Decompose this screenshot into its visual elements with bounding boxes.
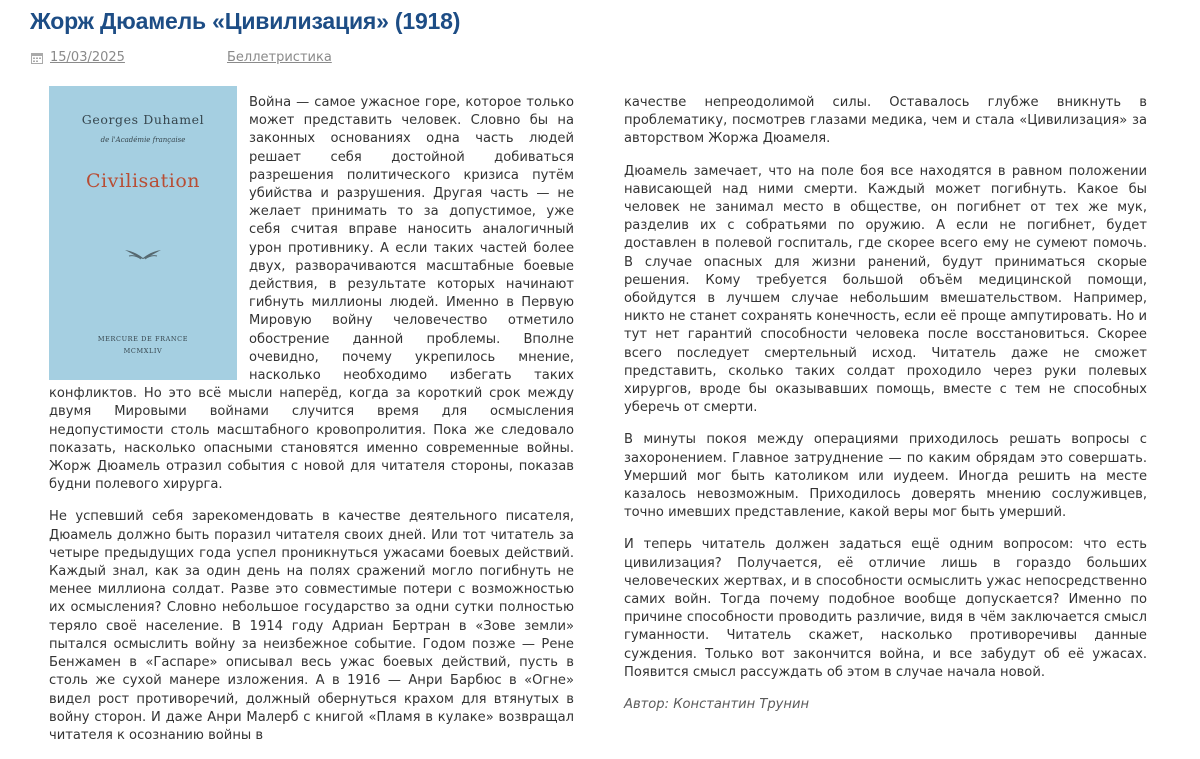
article-column-left	[49, 94, 574, 759]
post-meta	[31, 50, 332, 68]
author-signature: Автор: Константин Трунин	[624, 697, 810, 713]
paragraph-2: Не успевший себя зарекомендовать в качестве деятельного писателя, Дюамель должно быть поразил читателя своих дней. Или тот читатель за четыре предыдущих года успел проникнуться ужасами боевых действий. Каждый знал, как за один день на полях сражений могло погибнуть не менее миллиона солдат. Разве это совместимые потери с возможностью их осмысления? Словно небольшое государство за одни сутки полностью теряло своё население. В 1914 году Адриан Бертран в «Зове земли» пытался осмыслить войну за неизбежное событие. Годом позже — Рене Бенжамен в «Гаспаре» описывал весь ужас боевых действий, пусть в столь же сухой манере изложения. А в 1916 — Анри Барбюс в «Огне» видел рост противоречий, должный обернуться крахом для втянутых в войну сторон. И даже Анри Малерб с книгой «Пламя в кулаке» возвращал читателя к осознанию войны в	[49, 509, 574, 743]
category-link[interactable]: Беллетристика	[227, 50, 332, 65]
cover-academy: de l'Académie française	[100, 136, 186, 144]
article-title: Жорж Дюамель «Цивилизация» (1918)	[30, 8, 461, 34]
paragraph-3: Дюамель замечает, что на поле боя все находятся в равном положении нависающей над ними смерти. Каждый может погибнуть. Какое бы человек не занимал место в обществе, он погибнет от тех же мук, разделив их с собратьями по оружию. А если не погибнет, будет доставлен в полевой госпиталь, где скорее всего ему не сумеют помочь. В случае опасных для жизни ранений, будут приниматься скорые решения. Кому требуется большой объём медицинской помощи, обойдутся в лучшем случае небольшим вмешательством. Например, никто не станет сохранять конечность, если её проще ампутировать. Но и тут нет гарантий способности человека после восстановиться. Скорее всего последует смертельный исход. Читатель даже не сможет представить, сколько таких солдат проходило через руки полевых хирургов, вроде бы оказывавших помощь, вместе с тем не способных уберечь от смерти.	[624, 163, 1147, 416]
cover-publisher: MERCURE DE FRANCE	[97, 335, 189, 343]
paragraph-1: Война — самое ужасное горе, которое только может представить человек. Словно бы на законных основаниях одна часть людей решает себя достойной добиваться разрешения политического кризиса путём убийства и разрушения. Другая часть — не желает принимать то за допустимое, уже себя считая вправе наносить аналогичный урон противнику. А если таких частей более двух, разворачиваются масштабные боевые действия, в результате которых начинают гибнуть миллионы людей. Именно в Первую Мировую войну человечество отметило обострение данной проблемы. Вполне очевидно, почему укрепилось мнение, насколько необходимо избегать таких конфликтов. Но это всё мысли наперёд, когда за короткий срок между двумя Мировыми войнами случится время для осмысления недопустимости столь масштабного кровопролития. Пока же следовало показать, насколько опасными становятся именно современные войны. Жорж Дюамель отразил события с новой для читателя стороны, показав будни полевого хирурга.	[49, 95, 574, 493]
paragraph-2-continued: качестве непреодолимой силы. Оставалось глубже вникнуть в проблематику, посмотрев глазами медика, чем и стала «Цивилизация» за авторством Жоржа Дюамеля.	[624, 95, 1147, 147]
cover-year: MCMXLIV	[123, 347, 163, 355]
paragraph-4: В минуты покоя между операциями приходилось решать вопросы с захоронением. Главное затруднение — по каким обрядам это совершать. Умерший мог быть католиком или иудеем. Иногда решить на месте казалось невозможным. Приходилось доверять мнению сослуживцев, точно имевших представление, какой веры мог быть умерший.	[624, 432, 1147, 521]
calendar-icon	[31, 52, 43, 64]
paragraph-5: И теперь читатель должен задаться ещё одним вопросом: что есть цивилизация? Получается, её отличие лишь в гораздо больших человеческих жертвах, и в способности осмыслить ужас непосредственно самих войн. Тогда почему подобное вообще допускается? Именно по причине способности проводить различие, видя в чём заключается смысл гуманности. Читатель скажет, насколько противоречивы данные суждения. Только вот закончится война, и все забудут об её ужасах. Появится смысл рассуждать об этом в случае начала новой.	[624, 537, 1147, 680]
date-link[interactable]: 15/03/2025	[50, 50, 125, 65]
post-date	[31, 50, 125, 65]
laurel-emblem-icon	[123, 247, 163, 261]
cover-title: Civilisation	[85, 170, 201, 192]
book-cover-image	[49, 86, 237, 380]
cover-author: Georges Duhamel	[81, 112, 205, 127]
article-column-right	[624, 94, 1147, 728]
